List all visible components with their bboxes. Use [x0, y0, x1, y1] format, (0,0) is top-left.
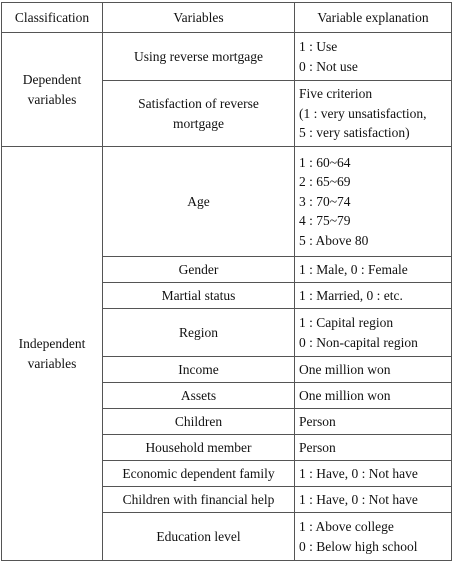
variable-name: Age [187, 193, 210, 209]
variable-cell [103, 257, 295, 283]
explanation-cell [295, 357, 452, 383]
variable-cell [103, 81, 295, 147]
explanation-cell [295, 435, 452, 461]
explanation-cell [295, 409, 452, 435]
variable-cell [103, 33, 295, 81]
dependent-group [2, 33, 452, 147]
variable-name: Martial status [161, 287, 236, 303]
explanation-text: 1 : Married, 0 : etc. [299, 287, 403, 303]
header-variables: Variables [103, 3, 295, 33]
explanation-text: 4 : 75~79 [299, 213, 351, 229]
explanation-cell [295, 383, 452, 409]
explanation-text: 1 : Have, 0 : Not have [299, 491, 418, 507]
explanation-text: Person [299, 439, 336, 455]
explanation-text: 1 : Above college [299, 519, 394, 534]
variable-cell [103, 435, 295, 461]
variable-cell [103, 461, 295, 487]
variable-cell [103, 147, 295, 257]
explanation-text: 1 : Capital region [299, 315, 394, 330]
explanation-cell [295, 33, 452, 81]
explanation-text: Person [299, 413, 336, 429]
explanation-cell [295, 147, 452, 257]
classification-label: variables [27, 355, 77, 371]
classification-cell-independent [2, 147, 103, 561]
explanation-cell [295, 513, 452, 561]
variable-name: Children [174, 413, 223, 429]
explanation-text: 1 : Have, 0 : Not have [299, 465, 418, 481]
variable-cell [103, 283, 295, 309]
explanation-text: 1 : Male, 0 : Female [299, 261, 408, 277]
variable-cell [103, 409, 295, 435]
explanation-text: 0 : Not use [299, 58, 358, 74]
independent-group [2, 147, 452, 561]
header-variable-explanation: Variable explanation [295, 3, 452, 33]
classification-label: Dependent [22, 72, 82, 87]
explanation-cell [295, 487, 452, 513]
explanation-text: One million won [299, 387, 391, 403]
variable-name: Using reverse mortgage [134, 48, 263, 64]
explanation-cell [295, 81, 452, 147]
variable-name: Satisfaction of reverse [138, 96, 259, 111]
explanation-cell [295, 257, 452, 283]
variable-name: Household member [145, 439, 252, 455]
variable-name: Economic dependent family [122, 465, 275, 481]
explanation-text: 1 : 60~64 [299, 154, 351, 170]
table-row [2, 33, 452, 81]
header-classification: Classification [2, 3, 103, 33]
variable-name: Region [179, 324, 218, 340]
variable-cell [103, 513, 295, 561]
variable-name: Income [178, 361, 219, 377]
variable-name: Gender [178, 261, 219, 277]
explanation-text: 2 : 65~69 [299, 174, 351, 190]
explanation-text: One million won [299, 361, 391, 377]
variable-cell [103, 357, 295, 383]
header-row [2, 3, 452, 33]
explanation-text: 5 : very satisfaction) [299, 125, 410, 141]
explanation-text: 1 : Use [299, 39, 338, 54]
explanation-text: 0 : Below high school [299, 538, 418, 554]
variables-table [1, 2, 452, 561]
variable-name: Assets [180, 387, 217, 403]
variable-name: Children with financial help [122, 491, 275, 507]
explanation-text: 3 : 70~74 [299, 193, 351, 209]
explanation-text: (1 : very unsatisfaction, [299, 105, 427, 121]
explanation-cell [295, 309, 452, 357]
explanation-text: 0 : Non-capital region [299, 334, 418, 350]
table-row [2, 147, 452, 257]
variable-cell [103, 487, 295, 513]
variable-name: Education level [156, 528, 241, 544]
explanation-cell [295, 283, 452, 309]
classification-label: variables [27, 91, 77, 107]
variable-cell [103, 383, 295, 409]
explanation-cell [295, 461, 452, 487]
variable-name: mortgage [173, 115, 224, 131]
explanation-text: 5 : Above 80 [299, 232, 369, 248]
classification-label: Independent [18, 336, 86, 351]
explanation-text: Five criterion [299, 86, 373, 102]
classification-cell-dependent [2, 33, 103, 147]
variable-cell [103, 309, 295, 357]
